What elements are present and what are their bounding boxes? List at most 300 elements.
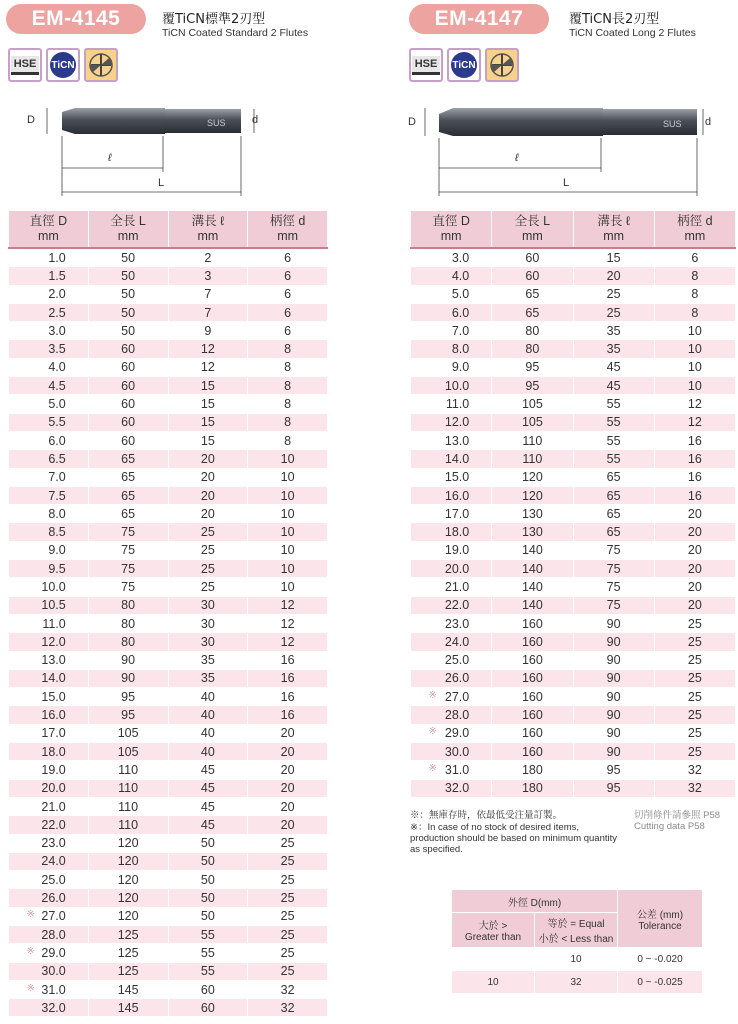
cell-shank-diameter: 20 (654, 560, 735, 578)
cell-flute-length: 12 (168, 358, 248, 376)
cell-flute-length: 55 (573, 431, 654, 449)
tol-less-cell: 32 (535, 971, 618, 994)
cell-overall-length: 160 (492, 724, 573, 742)
cell-flute-length: 90 (573, 743, 654, 761)
table-row (9, 248, 328, 267)
cell-shank-diameter: 6 (654, 248, 735, 267)
cell-overall-length: 90 (88, 669, 168, 687)
cell-shank-diameter: 32 (654, 761, 735, 779)
table-row (9, 358, 328, 376)
cell-flute-length: 25 (573, 285, 654, 303)
dim-l-label: ℓ (515, 152, 519, 164)
cell-overall-length: 95 (492, 377, 573, 395)
cell-overall-length: 125 (88, 962, 168, 980)
table-row (9, 743, 328, 761)
cell-flute-length: 20 (573, 267, 654, 285)
tol-value-cell: 0 ~ -0.020 (618, 948, 703, 971)
cell-diameter: 3.0 (411, 248, 492, 267)
cell-overall-length: 160 (492, 633, 573, 651)
cell-flute-length: 20 (168, 468, 248, 486)
cell-flute-length: 55 (168, 944, 248, 962)
end-mill-diagram (0, 100, 360, 200)
cell-shank-diameter: 12 (248, 614, 328, 632)
cell-shank-diameter: 10 (248, 486, 328, 504)
cell-overall-length: 145 (88, 999, 168, 1017)
cell-diameter: 5.5 (9, 413, 89, 431)
cell-overall-length: 95 (492, 358, 573, 376)
cell-overall-length: 110 (492, 450, 573, 468)
table-row (9, 267, 328, 285)
stock-note-mark: ※ (428, 762, 437, 774)
cell-shank-diameter: 20 (248, 779, 328, 797)
table-row (411, 468, 736, 486)
cell-flute-length: 25 (168, 523, 248, 541)
cell-flute-length: 90 (573, 614, 654, 632)
cell-flute-length: 40 (168, 724, 248, 742)
cell-flute-length: 45 (573, 358, 654, 376)
two-flute-icon (84, 48, 118, 82)
cell-overall-length: 110 (492, 431, 573, 449)
cell-shank-diameter: 12 (654, 413, 735, 431)
cell-flute-length: 7 (168, 303, 248, 321)
cell-diameter: ※ 31.0 (9, 980, 89, 998)
cell-diameter: 26.0 (411, 669, 492, 687)
cell-diameter: 19.0 (411, 541, 492, 559)
cell-diameter: 17.0 (9, 724, 89, 742)
table-row (9, 852, 328, 870)
cell-flute-length: 30 (168, 633, 248, 651)
cell-flute-length: 95 (573, 779, 654, 797)
cell-flute-length: 3 (168, 267, 248, 285)
cell-flute-length: 40 (168, 706, 248, 724)
spec-table (410, 210, 736, 798)
cell-shank-diameter: 25 (248, 852, 328, 870)
spec-table (8, 210, 328, 1017)
tol-less-cell: 10 (535, 948, 618, 971)
cell-diameter: 11.0 (9, 614, 89, 632)
cell-flute-length: 15 (168, 431, 248, 449)
cell-overall-length: 140 (492, 578, 573, 596)
tol-less-header: 等於 = Equal 小於 < Less than (535, 913, 618, 948)
stock-note-mark: ※ (428, 726, 437, 738)
table-header-row (9, 211, 328, 249)
cell-shank-diameter: 20 (654, 523, 735, 541)
cell-diameter: 26.0 (9, 889, 89, 907)
cell-flute-length: 35 (168, 669, 248, 687)
ticn-icon: TiCN (46, 48, 80, 82)
stock-note-mark: ※ (428, 689, 437, 701)
table-row (411, 395, 736, 413)
table-row (9, 596, 328, 614)
cell-diameter: 9.0 (411, 358, 492, 376)
cell-flute-length: 75 (573, 541, 654, 559)
cell-shank-diameter: 16 (654, 450, 735, 468)
cell-overall-length: 60 (88, 340, 168, 358)
table-row (9, 413, 328, 431)
cell-diameter: 4.0 (9, 358, 89, 376)
shank-text: SUS (663, 119, 682, 129)
cell-flute-length: 45 (168, 816, 248, 834)
cell-diameter: 13.0 (9, 651, 89, 669)
stock-note-mark: ※ (26, 909, 35, 921)
cell-diameter: 22.0 (9, 816, 89, 834)
cell-overall-length: 180 (492, 761, 573, 779)
cell-shank-diameter: 16 (248, 669, 328, 687)
cell-flute-length: 30 (168, 596, 248, 614)
cell-diameter: 12.0 (411, 413, 492, 431)
cell-diameter: 18.0 (9, 743, 89, 761)
cell-flute-length: 25 (573, 303, 654, 321)
cell-shank-diameter: 20 (248, 724, 328, 742)
cell-flute-length: 65 (573, 486, 654, 504)
cell-flute-length: 65 (573, 468, 654, 486)
cell-shank-diameter: 6 (248, 267, 328, 285)
dim-L-label: L (158, 177, 165, 189)
cell-diameter: 28.0 (411, 706, 492, 724)
cell-overall-length: 90 (88, 651, 168, 669)
cell-shank-diameter: 20 (654, 578, 735, 596)
cell-shank-diameter: 16 (654, 468, 735, 486)
table-row (411, 614, 736, 632)
note-en: ※：In case of no stock of desired items, production should be based on minimum quantity as specified. (410, 822, 618, 855)
cell-diameter: 25.0 (411, 651, 492, 669)
cell-flute-length: 50 (168, 907, 248, 925)
table-row (411, 322, 736, 340)
table-row (411, 724, 736, 742)
cell-shank-diameter: 20 (654, 505, 735, 523)
cell-flute-length: 50 (168, 834, 248, 852)
cell-flute-length: 45 (573, 377, 654, 395)
cell-overall-length: 50 (88, 267, 168, 285)
cell-shank-diameter: 20 (654, 541, 735, 559)
cell-diameter: 19.0 (9, 761, 89, 779)
table-row (411, 560, 736, 578)
cell-flute-length: 55 (573, 450, 654, 468)
shank-text: SUS (207, 118, 226, 128)
cell-flute-length: 50 (168, 852, 248, 870)
table-row (9, 962, 328, 980)
cell-overall-length: 120 (88, 889, 168, 907)
cell-overall-length: 75 (88, 578, 168, 596)
table-row (411, 761, 736, 779)
cell-diameter: 5.0 (411, 285, 492, 303)
cell-shank-diameter: 20 (248, 797, 328, 815)
cell-overall-length: 105 (492, 395, 573, 413)
model-badge: EM-4145 (6, 4, 146, 34)
title-zh: 覆TiCN長2刃型 (569, 12, 660, 27)
cell-shank-diameter: 8 (248, 413, 328, 431)
cell-overall-length: 105 (88, 724, 168, 742)
cell-diameter: 8.5 (9, 523, 89, 541)
table-row (411, 541, 736, 559)
table-row (411, 706, 736, 724)
table-row (9, 614, 328, 632)
cell-overall-length: 50 (88, 322, 168, 340)
cell-flute-length: 50 (168, 889, 248, 907)
table-row (9, 999, 328, 1017)
cell-overall-length: 75 (88, 541, 168, 559)
cell-flute-length: 15 (168, 377, 248, 395)
table-row (9, 560, 328, 578)
cell-overall-length: 80 (88, 614, 168, 632)
table-row (411, 633, 736, 651)
two-flute-icon (485, 48, 519, 82)
cell-overall-length: 80 (88, 633, 168, 651)
table-row (9, 980, 328, 998)
cell-diameter: 4.5 (9, 377, 89, 395)
cell-overall-length: 120 (88, 907, 168, 925)
cell-flute-length: 55 (573, 413, 654, 431)
table-row (9, 303, 328, 321)
cell-diameter: 20.0 (411, 560, 492, 578)
table-row (411, 578, 736, 596)
table-row (9, 761, 328, 779)
cell-diameter: 4.0 (411, 267, 492, 285)
table-row (411, 523, 736, 541)
cell-diameter: 30.0 (411, 743, 492, 761)
cell-diameter: 23.0 (9, 834, 89, 852)
header-diameter: 直徑 D mm (9, 211, 89, 249)
cell-overall-length: 125 (88, 925, 168, 943)
cell-diameter: 6.0 (411, 303, 492, 321)
cell-overall-length: 110 (88, 761, 168, 779)
cell-shank-diameter: 10 (654, 340, 735, 358)
cell-flute-length: 55 (168, 962, 248, 980)
cell-overall-length: 120 (88, 871, 168, 889)
cell-overall-length: 110 (88, 779, 168, 797)
table-row (411, 505, 736, 523)
cell-flute-length: 15 (168, 413, 248, 431)
tol-greater-cell: 10 (452, 971, 535, 994)
cell-shank-diameter: 10 (248, 505, 328, 523)
cell-overall-length: 120 (492, 468, 573, 486)
table-row (9, 450, 328, 468)
cell-overall-length: 95 (88, 706, 168, 724)
cell-overall-length: 140 (492, 541, 573, 559)
cell-diameter: 9.5 (9, 560, 89, 578)
table-row (9, 688, 328, 706)
tol-value-cell: 0 ~ -0.025 (618, 971, 703, 994)
cell-diameter: 1.0 (9, 248, 89, 267)
table-row (411, 669, 736, 687)
tol-diameter-header: 外徑 D(mm) (452, 890, 618, 913)
cell-flute-length: 20 (168, 450, 248, 468)
cell-overall-length: 160 (492, 688, 573, 706)
cell-shank-diameter: 8 (248, 340, 328, 358)
tol-greater-cell (452, 948, 535, 971)
table-row (9, 669, 328, 687)
cell-diameter: ※ 29.0 (9, 944, 89, 962)
cell-flute-length: 25 (168, 541, 248, 559)
cell-overall-length: 80 (88, 596, 168, 614)
title-en: TiCN Coated Standard 2 Flutes (162, 27, 309, 39)
spec-table-body (9, 248, 328, 1017)
cell-overall-length: 60 (88, 395, 168, 413)
cell-diameter: 23.0 (411, 614, 492, 632)
cell-flute-length: 20 (168, 505, 248, 523)
cell-flute-length: 15 (168, 395, 248, 413)
table-row (9, 724, 328, 742)
cell-overall-length: 160 (492, 706, 573, 724)
cell-shank-diameter: 25 (654, 724, 735, 742)
cell-flute-length: 65 (573, 523, 654, 541)
cell-shank-diameter: 25 (654, 633, 735, 651)
cell-shank-diameter: 25 (248, 944, 328, 962)
table-row (411, 743, 736, 761)
cell-flute-length: 25 (168, 578, 248, 596)
cell-shank-diameter: 25 (654, 743, 735, 761)
dim-D-label: D (27, 114, 35, 126)
cell-shank-diameter: 25 (248, 834, 328, 852)
cell-diameter: 11.0 (411, 395, 492, 413)
table-header-row (411, 211, 736, 249)
cell-overall-length: 65 (88, 468, 168, 486)
table-row (411, 450, 736, 468)
cell-overall-length: 110 (88, 816, 168, 834)
table-row (9, 834, 328, 852)
table-row (9, 322, 328, 340)
cell-shank-diameter: 6 (248, 285, 328, 303)
cell-shank-diameter: 25 (248, 871, 328, 889)
table-row (9, 816, 328, 834)
cell-flute-length: 12 (168, 340, 248, 358)
dim-d-label: d (705, 116, 712, 128)
table-row (9, 395, 328, 413)
cell-shank-diameter: 20 (248, 743, 328, 761)
cell-shank-diameter: 25 (248, 907, 328, 925)
table-row (411, 285, 736, 303)
cell-diameter: 32.0 (9, 999, 89, 1017)
cell-shank-diameter: 12 (654, 395, 735, 413)
cell-flute-length: 75 (573, 596, 654, 614)
cell-flute-length: 30 (168, 614, 248, 632)
cell-flute-length: 75 (573, 578, 654, 596)
table-row (411, 340, 736, 358)
cell-diameter: 14.0 (9, 669, 89, 687)
header-diameter: 直徑 D mm (411, 211, 492, 249)
hse-icon: HSE (8, 48, 42, 82)
cell-overall-length: 60 (88, 413, 168, 431)
table-row (9, 486, 328, 504)
cell-overall-length: 105 (492, 413, 573, 431)
cell-shank-diameter: 10 (248, 468, 328, 486)
cell-diameter: 5.0 (9, 395, 89, 413)
cell-flute-length: 45 (168, 779, 248, 797)
cell-flute-length: 95 (573, 761, 654, 779)
table-row (9, 944, 328, 962)
cell-flute-length: 25 (168, 560, 248, 578)
cell-shank-diameter: 8 (248, 431, 328, 449)
cell-flute-length: 90 (573, 724, 654, 742)
cell-overall-length: 65 (88, 486, 168, 504)
table-row (9, 523, 328, 541)
cell-flute-length: 65 (573, 505, 654, 523)
cell-flute-length: 45 (168, 797, 248, 815)
cell-shank-diameter: 25 (654, 614, 735, 632)
cell-flute-length: 50 (168, 871, 248, 889)
table-row (411, 596, 736, 614)
cell-diameter: 10.0 (9, 578, 89, 596)
cell-flute-length: 90 (573, 688, 654, 706)
cell-shank-diameter: 16 (248, 706, 328, 724)
cell-overall-length: 65 (88, 505, 168, 523)
cell-diameter: ※ 27.0 (411, 688, 492, 706)
cell-shank-diameter: 32 (654, 779, 735, 797)
cell-overall-length: 60 (492, 267, 573, 285)
cell-shank-diameter: 10 (248, 560, 328, 578)
cell-shank-diameter: 8 (654, 267, 735, 285)
stock-note-mark: ※ (26, 982, 35, 994)
table-row (9, 340, 328, 358)
table-row (411, 303, 736, 321)
cell-overall-length: 105 (88, 743, 168, 761)
cell-overall-length: 75 (88, 560, 168, 578)
cell-diameter: 8.0 (411, 340, 492, 358)
model-badge: EM-4147 (409, 4, 549, 34)
cell-flute-length: 20 (168, 486, 248, 504)
cell-diameter: 7.5 (9, 486, 89, 504)
dim-l-label: ℓ (108, 152, 112, 164)
cell-flute-length: 60 (168, 999, 248, 1017)
cell-flute-length: 90 (573, 651, 654, 669)
cell-overall-length: 50 (88, 285, 168, 303)
cell-diameter: 6.5 (9, 450, 89, 468)
cell-diameter: 14.0 (411, 450, 492, 468)
cell-shank-diameter: 10 (248, 578, 328, 596)
cell-shank-diameter: 25 (654, 688, 735, 706)
cell-shank-diameter: 8 (248, 395, 328, 413)
cell-diameter: 9.0 (9, 541, 89, 559)
cell-overall-length: 160 (492, 614, 573, 632)
cell-flute-length: 45 (168, 761, 248, 779)
table-row (9, 889, 328, 907)
cell-diameter: 1.5 (9, 267, 89, 285)
cell-flute-length: 35 (168, 651, 248, 669)
header-shank-diameter: 柄徑 d mm (248, 211, 328, 249)
cell-diameter: 18.0 (411, 523, 492, 541)
cell-overall-length: 60 (88, 377, 168, 395)
tol-greater-header: 大於 > Greater than (452, 913, 535, 948)
table-row (9, 505, 328, 523)
cell-diameter: 15.0 (9, 688, 89, 706)
cell-diameter: 21.0 (411, 578, 492, 596)
cell-overall-length: 60 (88, 358, 168, 376)
cell-overall-length: 160 (492, 743, 573, 761)
table-row (9, 779, 328, 797)
table-row (411, 248, 736, 267)
cell-diameter: ※ 29.0 (411, 724, 492, 742)
spec-table-body (411, 248, 736, 797)
cell-shank-diameter: 16 (654, 431, 735, 449)
cell-shank-diameter: 20 (248, 816, 328, 834)
cell-shank-diameter: 20 (654, 596, 735, 614)
cell-flute-length: 2 (168, 248, 248, 267)
table-row (411, 651, 736, 669)
table-row (452, 971, 703, 994)
cell-diameter: 3.5 (9, 340, 89, 358)
table-row (411, 779, 736, 797)
table-row (411, 431, 736, 449)
cell-flute-length: 90 (573, 669, 654, 687)
cell-diameter: 24.0 (411, 633, 492, 651)
cell-diameter: 7.0 (9, 468, 89, 486)
cell-flute-length: 35 (573, 322, 654, 340)
cell-shank-diameter: 25 (654, 706, 735, 724)
table-row (411, 358, 736, 376)
cell-shank-diameter: 12 (248, 633, 328, 651)
cell-shank-diameter: 6 (248, 322, 328, 340)
table-row (9, 377, 328, 395)
